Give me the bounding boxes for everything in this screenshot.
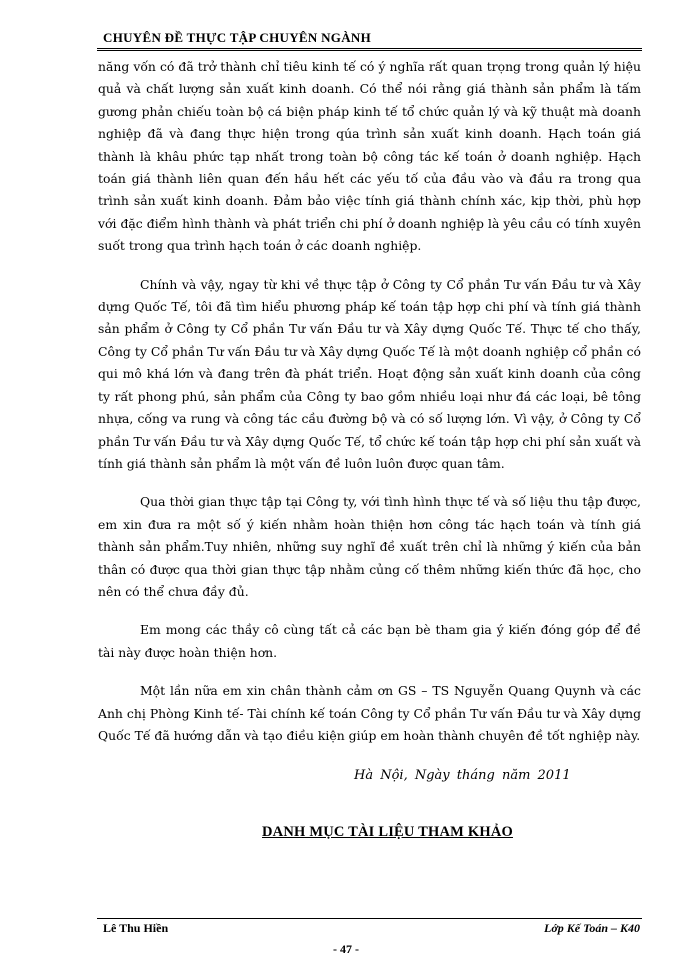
- paragraph-internship-company: Chính và vậy, ngay từ khi về thực tập ở Công ty Cổ phần Tư vấn Đầu tư và Xây dựng Quốc Tế, tôi đã tìm hiểu phương pháp kế toán tập hợp chi phí và tính giá thành sản phẩm ở Công ty Cổ phần Tư vấn Đầu tư và Xây dựng Quốc Tế. Thực tế cho thấy, Công ty Cổ phần Tư vấn Đầu tư và Xây dựng Quốc Tế là một doanh nghiệp cổ phần có qui mô khá lớn và đang trên đà phát triển. Hoạt động sản xuất kinh doanh của công ty rất phong phú, sản phẩm của Công ty bao gồm nhiều loại như đá các loại, bê tông nhựa, cống va rung và công tác cầu đường bộ và có số lượng lớn. Vì vậy, ở Công ty Cổ phần Tư vấn Đầu tư và Xây dựng Quốc Tế, tổ chức kế toán tập hợp chi phí sản xuất và tính giá thành sản phẩm là một vấn đề luôn luôn được quan tâm.: [98, 276, 641, 471]
- references-title: DANH MỤC TÀI LIỆU THAM KHẢO: [262, 824, 513, 840]
- body-text: [98, 56, 641, 747]
- footer-author: Lê Thu Hiền: [103, 921, 169, 935]
- footer-rule: [97, 918, 642, 919]
- paragraph-continuation: năng vốn có đã trở thành chỉ tiêu kinh tế có ý nghĩa rất quan trọng trong quản lý hiệu quả và chất lượng sản xuất kinh doanh. Có thể nói rằng giá thành sản phẩm là tấm gương phản chiếu toàn bộ cá biện pháp kinh tế tổ chức quản lý và kỹ thuật mà doanh nghiệp đã và đang thực hiện trong qúa trình sản xuất kinh doanh. Hạch toán giá thành là khâu phức tạp nhất trong toàn bộ công tác kế toán ở doanh nghiệp. Hạch toán giá thành liên quan đến hầu hết các yếu tố của đầu vào và đầu ra trong qua trình sản xuất kinh doanh. Đảm bảo việc tính giá thành chính xác, kịp thời, phù hợp với đặc điểm hình thành và phát triển chi phí ở doanh nghiệp là yêu cầu có tính xuyên suốt trong qua trình hạch toán ở các doanh nghiệp.: [98, 59, 641, 254]
- paragraph-request-feedback: Em mong các thầy cô cùng tất cả các bạn bè tham gia ý kiến đóng góp để đề tài này được hoàn thiện hơn.: [98, 622, 641, 660]
- date-line: Hà Nội, Ngày tháng năm 2011: [354, 768, 571, 783]
- paragraph-acknowledgement: Một lần nữa em xin chân thành cảm ơn GS – TS Nguyễn Quang Quynh và các Anh chị Phòng Kinh tế- Tài chính kế toán Công ty Cổ phần Tư vấn Đầu tư và Xây dựng Quốc Tế đã hướng dẫn và tạo điều kiện giúp em hoàn thành chuyên đề tốt nghiệp này.: [98, 683, 641, 743]
- paragraph-proposals: Qua thời gian thực tập tại Công ty, với tình hình thực tế và số liệu thu tập được, em xin đưa ra một số ý kiến nhằm hoàn thiện hơn công tác hạch toán và tính giá thành sản phẩm.Tuy nhiên, những suy nghĩ đề xuất trên chỉ là những ý kiến của bản thân có được qua thời gian thực tập nhằm củng cố thêm những kiến thức đã học, cho nên có thể chưa đầy đủ.: [98, 494, 641, 599]
- page-number: - 47 -: [333, 942, 359, 956]
- running-header: CHUYÊN ĐỀ THỰC TẬP CHUYÊN NGÀNH: [103, 30, 371, 45]
- footer-class: Lớp Kế Toán – K40: [543, 921, 640, 935]
- header-rule: [97, 48, 642, 51]
